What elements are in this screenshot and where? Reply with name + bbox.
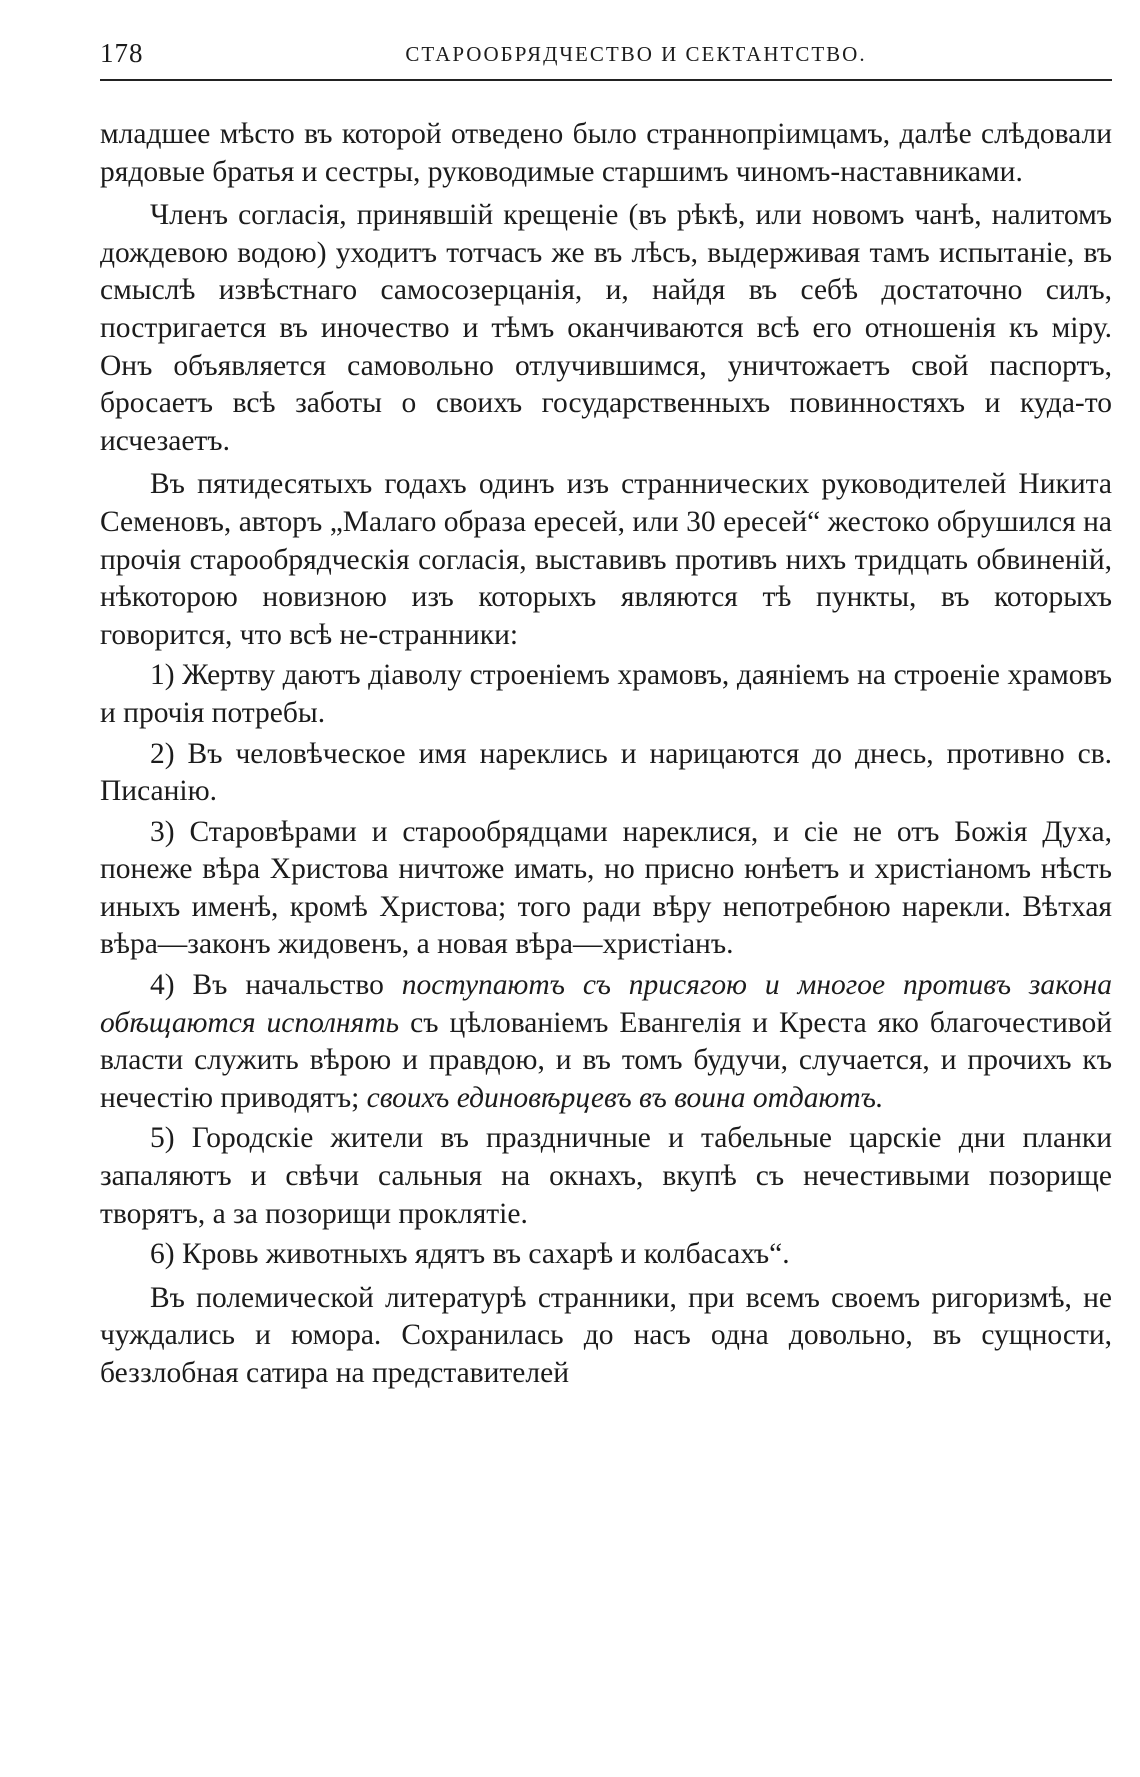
header-rule [100, 79, 1112, 81]
paragraph-continuation: младшее мѣсто въ которой отведено было страннопріимцамъ, далѣе слѣдовали рядовые братья и сестры, руководимые старшимъ чиномъ-наставниками. [100, 118, 1112, 188]
list-item-5: 5) Городскіе жители въ праздничные и табельные царскіе дни планки запаляютъ и свѣчи сальныя на окнахъ, вкупѣ съ нечестивыми позорище творятъ, а за позорищи проклятіе. [100, 1122, 1112, 1230]
list-item-1: 1) Жертву даютъ діаволу строеніемъ храмовъ, даяніемъ на строеніе храмовъ и прочія потребы. [100, 659, 1112, 729]
running-title: СТАРООБРЯДЧЕСТВО И СЕКТАНТСТВО. [405, 42, 867, 66]
page-header [100, 30, 1112, 70]
paragraph-polemics: Въ полемической литературѣ странники, при всемъ своемъ ригоризмѣ, не чуждались и юмора. Сохранилась до насъ одна довольно, въ сущности, беззлобная сатира на представителей [100, 1281, 1112, 1389]
list-item-4 [100, 967, 1112, 1117]
page-number: 178 [100, 38, 144, 68]
list-item-4-middle: съ цѣлованіемъ Евангелія и Креста яко благочестивой власти служить вѣрою и правдою, и въ томъ будучи, случается, и прочихъ къ нечестію приводятъ; [100, 1006, 1112, 1114]
list-item-4-italic-2: своихъ единовѣрцевъ въ воина отдаютъ. [366, 1081, 884, 1114]
list-item-6: 6) Кровь животныхъ ядятъ въ сахарѣ и колбасахъ“. [150, 1238, 790, 1271]
body-text [100, 116, 1112, 1393]
list-item-2: 2) Въ человѣческое имя нареклись и нарицаются до днесь, противно св. Писанію. [100, 737, 1112, 808]
list-item-4-lead: 4) Въ начальство [150, 969, 402, 1002]
list-item-3: 3) Старовѣрами и старообрядцами нареклися, и сіе не отъ Божія Духа, понеже вѣра Христова ничтоже имать, но присно юнѣетъ и христіаномъ нѣсть иныхъ именѣ, кромѣ Христова; того ради вѣру непотребною нарекли. Вѣтхая вѣра—законъ жидовенъ, а новая вѣра—христіанъ. [100, 815, 1112, 961]
paragraph-nikita-semenov: Въ пятидесятыхъ годахъ одинъ изъ страннических руководителей Никита Семеновъ, авторъ „Малаго образа ересей, или 30 ересей“ жестоко обрушился на прочія старообрядческія согласія, выставивъ противъ нихъ тридцать обвиненій, нѣкоторою новизною изъ которыхъ являются тѣ пункты, въ которыхъ говорится, что всѣ не-странники: [100, 468, 1112, 651]
list-item-4-italic-1: поступаютъ съ присягою и многое противъ закона обѣщаются исполнять [100, 969, 1112, 1039]
paragraph-baptism: Членъ согласія, принявшій крещеніе (въ рѣкѣ, или новомъ чанѣ, налитомъ дождевою водою) уходитъ тотчасъ же въ лѣсъ, выдерживая тамъ испытаніе, въ смыслѣ извѣстнаго самосозерцанія, и, найдя въ себѣ достаточно силъ, постригается въ иночество и тѣмъ оканчиваются всѣ его отношенія къ міру. Онъ объявляется самовольно отлучившимся, уничтожаетъ свой паспортъ, бросаетъ всѣ заботы о своихъ государственныхъ повинностяхъ и куда-то исчезаетъ. [100, 199, 1112, 457]
